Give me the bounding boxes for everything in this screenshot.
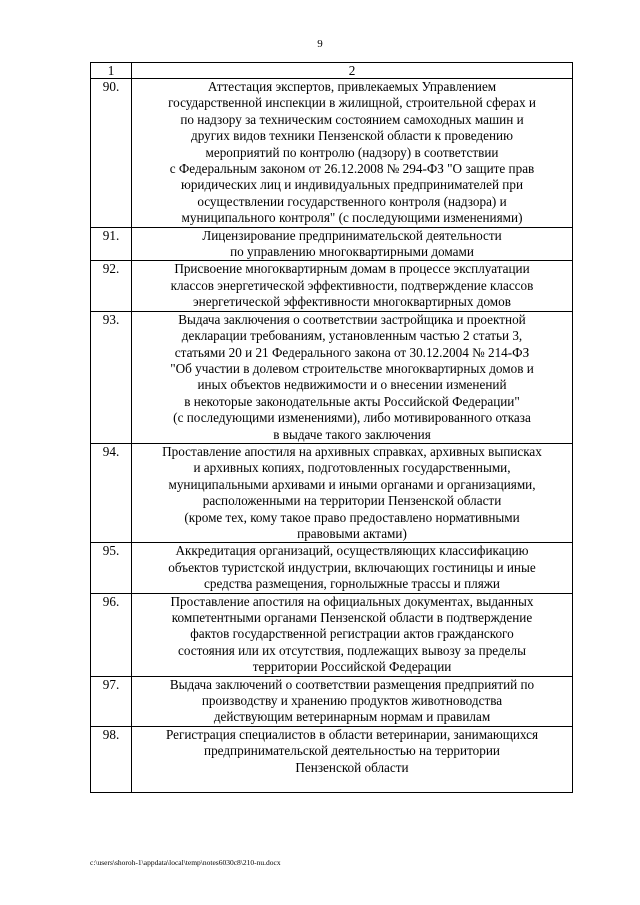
row-description — [132, 261, 573, 311]
description-line: производству и хранению продуктов животноводства — [201, 693, 503, 709]
row-description — [132, 676, 573, 726]
description-line: осуществлении государственного контроля (надзора) и — [197, 193, 507, 209]
description-line: Присвоение многоквартирным домам в процессе эксплуатации — [174, 261, 530, 277]
description-line: статьями 20 и 21 Федерального закона от 30.12.2004 № 214-ФЗ — [174, 344, 530, 360]
description-line: Пензенской области — [295, 759, 409, 775]
description-line: государственной инспекции в жилищной, строительной сферах и — [168, 95, 536, 111]
description-line: мероприятий по контролю (надзору) в соответствии — [205, 144, 499, 160]
row-number: 95. — [91, 543, 132, 593]
description-line: по управлению многоквартирными домами — [230, 244, 474, 260]
description-line: иных объектов недвижимости и о внесении изменений — [197, 377, 507, 393]
row-description — [132, 79, 573, 228]
row-number: 92. — [91, 261, 132, 311]
row-number: 96. — [91, 593, 132, 676]
header-col-1: 1 — [91, 63, 132, 79]
table-row — [91, 79, 573, 228]
row-number: 90. — [91, 79, 132, 228]
description-line: Проставление апостиля на архивных справках, архивных выписках — [162, 443, 542, 459]
description-line: классов энергетической эффективности, подтверждение классов — [170, 277, 534, 293]
row-description — [132, 543, 573, 593]
table-row — [91, 261, 573, 311]
description-line: декларации требованиям, установленным частью 2 статьи 3, — [181, 328, 523, 344]
page-number: 9 — [317, 38, 323, 50]
description-line: других видов техники Пензенской области к проведению — [191, 128, 513, 144]
description-line — [132, 776, 572, 792]
header-col-2: 2 — [132, 63, 573, 79]
description-line: Регистрация специалистов в области ветеринарии, занимающихся — [165, 726, 539, 742]
description-line: Аккредитация организаций, осуществляющих классификацию — [175, 543, 529, 559]
description-line: правовыми актами) — [297, 525, 407, 541]
description-line: Лицензирование предпринимательской деятельности — [202, 227, 502, 243]
table-row — [91, 726, 573, 792]
description-line: энергетической эффективности многоквартирных домов — [193, 294, 511, 310]
description-line: в некоторые законодательные акты Российской Федерации" — [184, 393, 520, 409]
row-description — [132, 593, 573, 676]
file-path-footer: c:\users\shoroh-1\appdata\local\temp\notes6030c8\210-nu.docx — [90, 858, 281, 867]
row-number: 97. — [91, 676, 132, 726]
table-row — [91, 593, 573, 676]
description-line: юридических лиц и индивидуальных предпринимателей при — [180, 177, 524, 193]
description-line: объектов туристской индустрии, включающих гостиницы и иные — [168, 559, 536, 575]
row-number: 91. — [91, 227, 132, 261]
description-line: муниципального контроля" (с последующими изменениями) — [181, 210, 523, 226]
table-header-row — [91, 63, 573, 79]
row-number: 94. — [91, 443, 132, 542]
description-line: с Федеральным законом от 26.12.2008 № 294-ФЗ "О защите прав — [169, 161, 535, 177]
table-row — [91, 443, 573, 542]
description-line: фактов государственной регистрации актов гражданского — [190, 626, 514, 642]
description-line: муниципальными архивами и иными органами и организациями, — [168, 476, 536, 492]
description-line: Выдача заключений о соответствии размещения предприятий по — [169, 676, 535, 692]
description-line: "Об участии в долевом строительстве многоквартирных домов и — [170, 360, 534, 376]
description-line: Проставление апостиля на официальных документах, выданных — [170, 593, 534, 609]
description-line: Выдача заключения о соответствии застройщика и проектной — [178, 311, 526, 327]
services-table — [90, 62, 573, 793]
row-number: 98. — [91, 726, 132, 792]
description-line: расположенными на территории Пензенской области — [202, 493, 502, 509]
row-description — [132, 443, 573, 542]
description-line: предпринимательской деятельностью на территории — [204, 743, 500, 759]
description-line: в выдаче такого заключения — [273, 426, 431, 442]
description-line: и архивных копиях, подготовленных государственными, — [193, 460, 511, 476]
description-line: Аттестация экспертов, привлекаемых Управлением — [207, 79, 497, 94]
table-row — [91, 311, 573, 443]
table-row — [91, 227, 573, 261]
row-description — [132, 726, 573, 792]
table-row — [91, 676, 573, 726]
row-description — [132, 227, 573, 261]
table-row — [91, 543, 573, 593]
description-line: компетентными органами Пензенской области в подтверждение — [171, 610, 533, 625]
description-line: (с последующими изменениями), либо мотивированного отказа — [173, 410, 531, 426]
description-line: действующим ветеринарным нормам и правилам — [213, 709, 491, 725]
description-line: средства размещения, горнолыжные трассы и пляжи — [204, 576, 500, 592]
row-number: 93. — [91, 311, 132, 443]
description-line: (кроме тех, кому такое право предоставлено нормативными — [184, 509, 520, 525]
description-line: по надзору за техническим состоянием самоходных машин и — [180, 111, 524, 127]
description-line: состояния или их отсутствия, подлежащих вывозу за пределы — [178, 642, 526, 658]
row-description — [132, 311, 573, 443]
description-line: территории Российской Федерации — [252, 659, 452, 675]
